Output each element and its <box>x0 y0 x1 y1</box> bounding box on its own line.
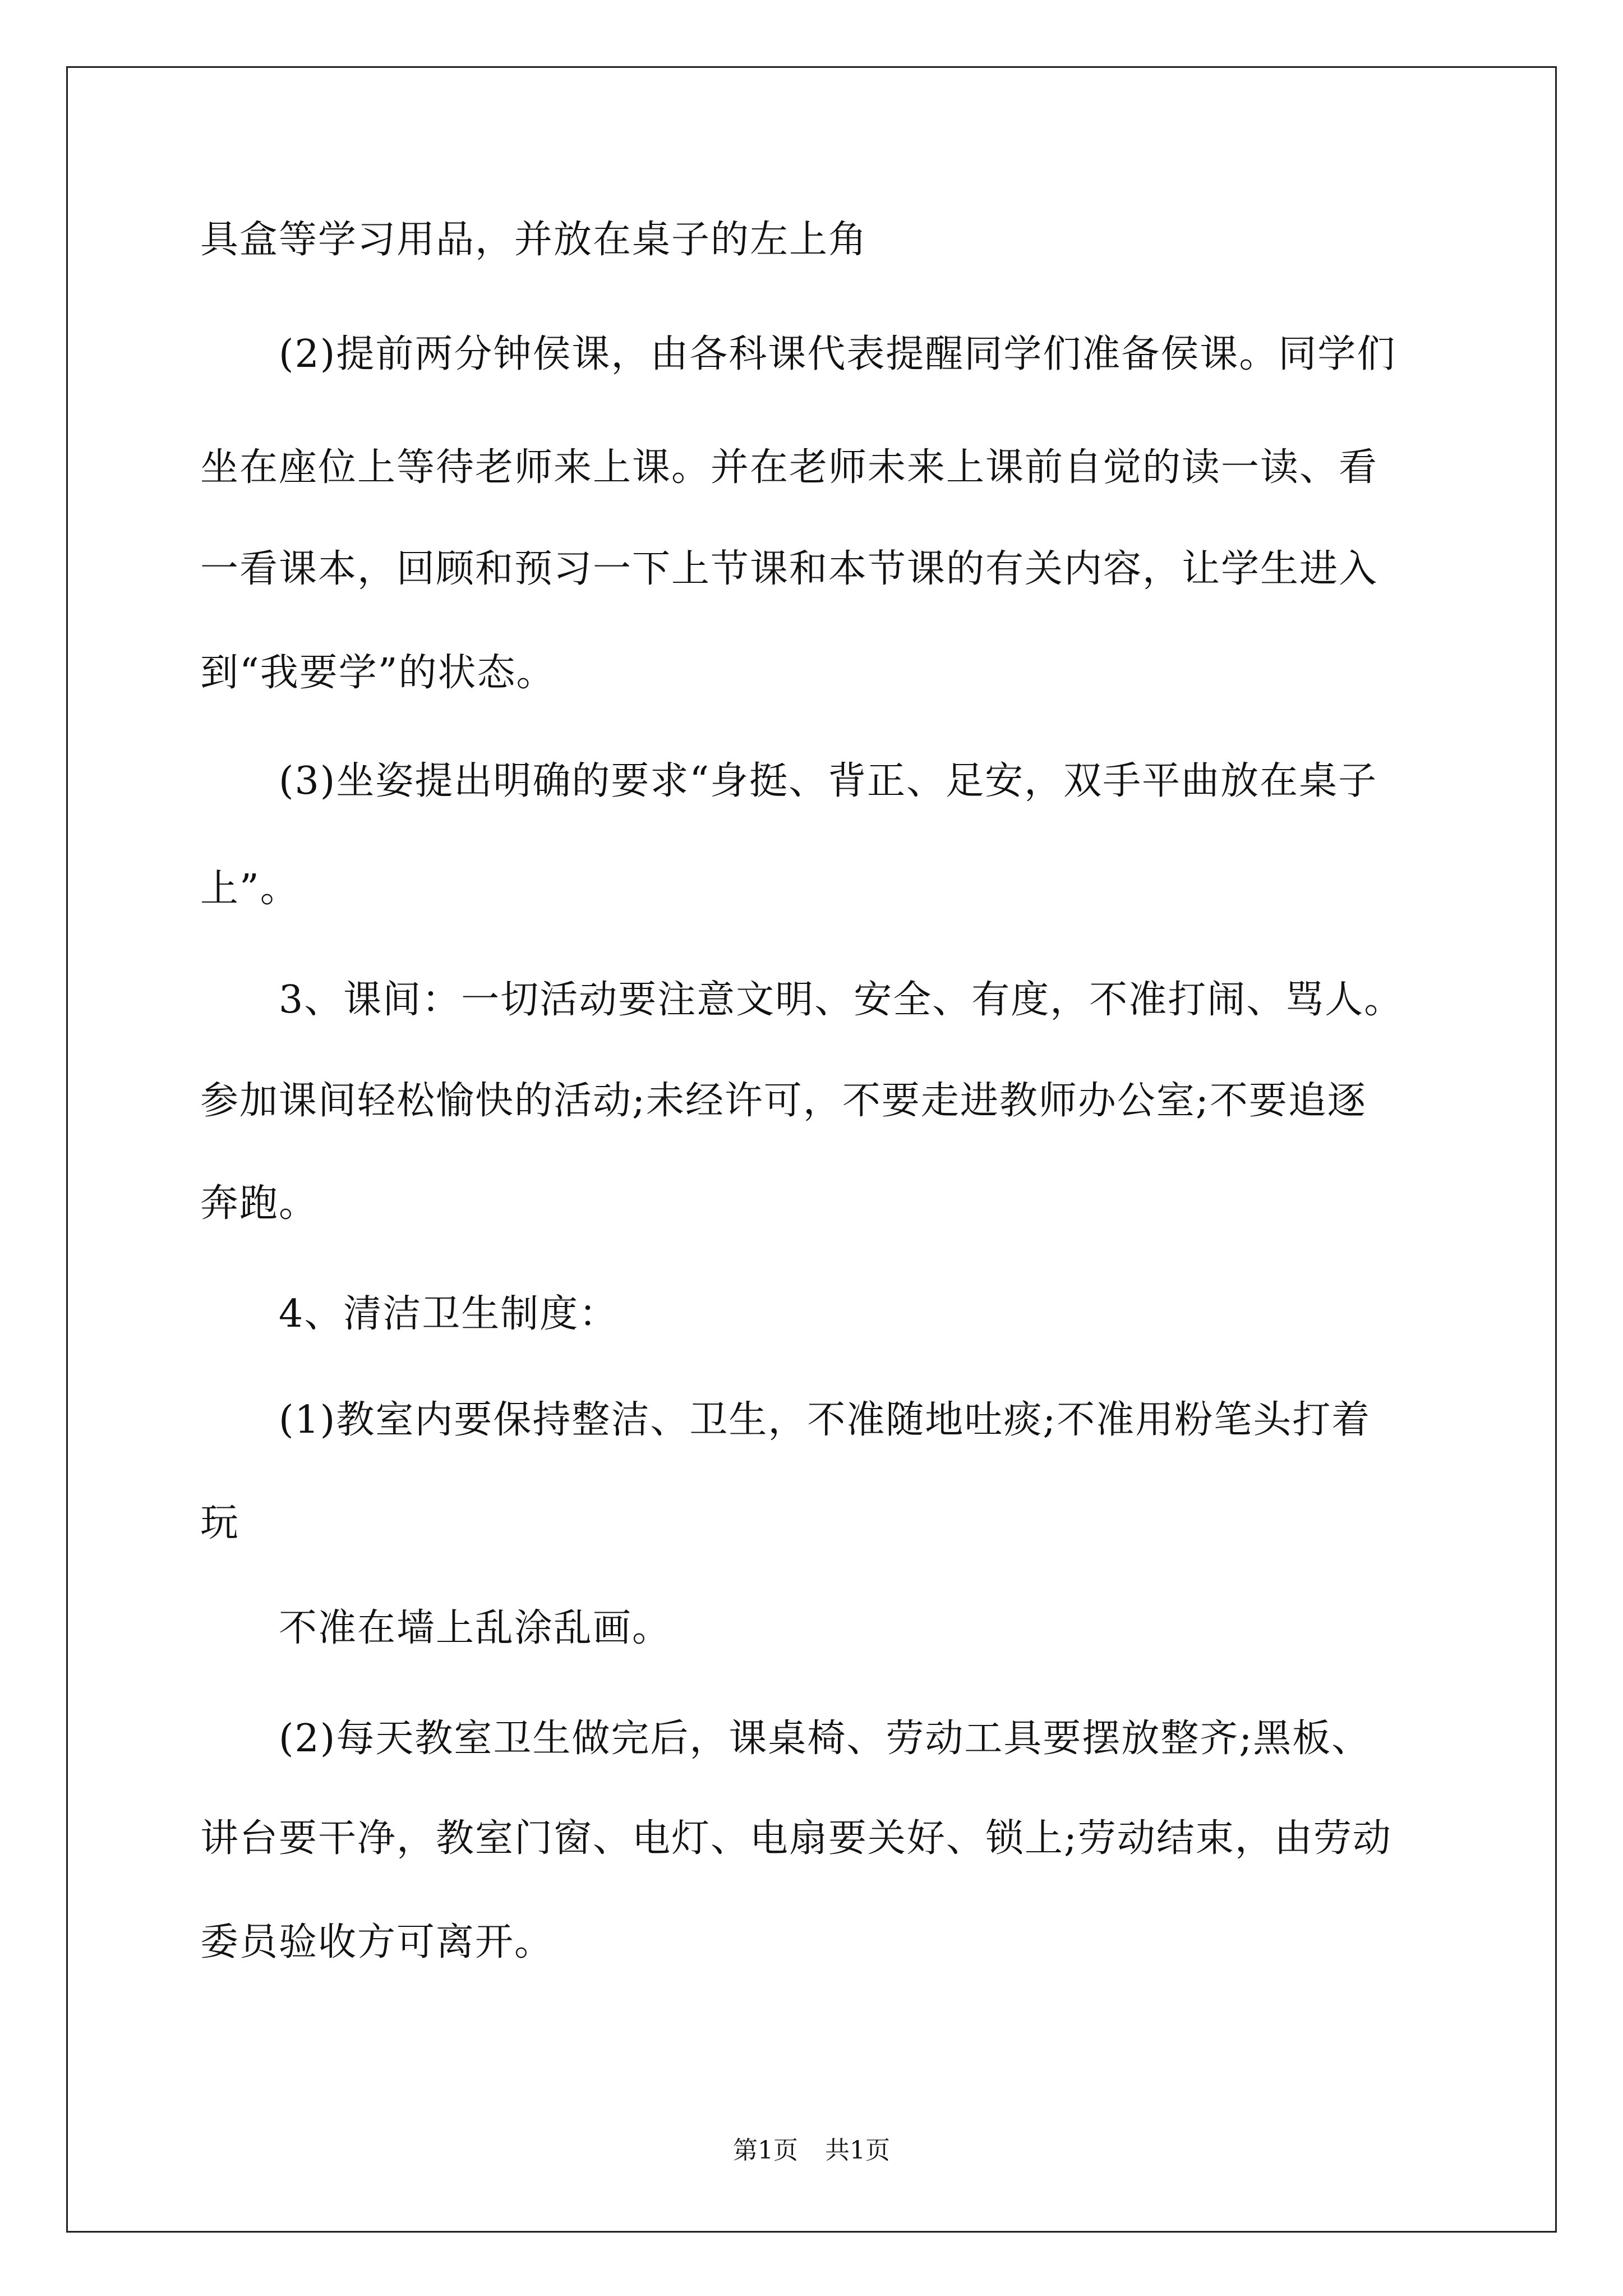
body-line-1: 具盒等学习用品，并放在桌子的左上角 <box>200 218 868 262</box>
body-line-13: 玩 <box>200 1501 240 1545</box>
body-line-17: 委员验收方可离开。 <box>200 1920 554 1964</box>
page-footer <box>0 2135 1623 2166</box>
body-line-11: 4、清洁卫生制度： <box>279 1292 619 1336</box>
body-line-5: 到“我要学”的状态。 <box>200 651 556 695</box>
body-line-16: 讲台要干净，教室门窗、电灯、电扇要关好、锁上;劳动结束，由劳动 <box>200 1816 1392 1861</box>
body-line-6: (3)坐姿提出明确的要求“身挺、背正、足安，双手平曲放在桌子 <box>279 759 1378 803</box>
body-line-2: (2)提前两分钟侯课，由各科课代表提醒同学们准备侯课。同学们 <box>279 332 1396 376</box>
body-line-12: (1)教室内要保持整洁、卫生，不准随地吐痰;不准用粉笔头打着 <box>279 1398 1371 1442</box>
body-line-8: 3、课间：一切活动要注意文明、安全、有度，不准打闹、骂人。 <box>279 978 1404 1022</box>
page-number: 第1页 <box>733 2136 798 2165</box>
body-line-9: 参加课间轻松愉快的活动;未经许可，不要走进教师办公室;不要追逐 <box>200 1079 1367 1123</box>
body-line-14: 不准在墙上乱涂乱画。 <box>279 1606 672 1650</box>
body-line-15: (2)每天教室卫生做完后，课桌椅、劳动工具要摆放整齐;黑板、 <box>279 1717 1371 1761</box>
body-line-7: 上”。 <box>200 867 299 911</box>
body-line-10: 奔跑。 <box>200 1181 319 1226</box>
page-border <box>66 66 1557 2233</box>
page-total: 共1页 <box>825 2136 890 2165</box>
body-line-4: 一看课本，回顾和预习一下上节课和本节课的有关内容，让学生进入 <box>200 547 1378 591</box>
body-line-3: 坐在座位上等待老师来上课。并在老师未来上课前自觉的读一读、看 <box>200 445 1378 490</box>
